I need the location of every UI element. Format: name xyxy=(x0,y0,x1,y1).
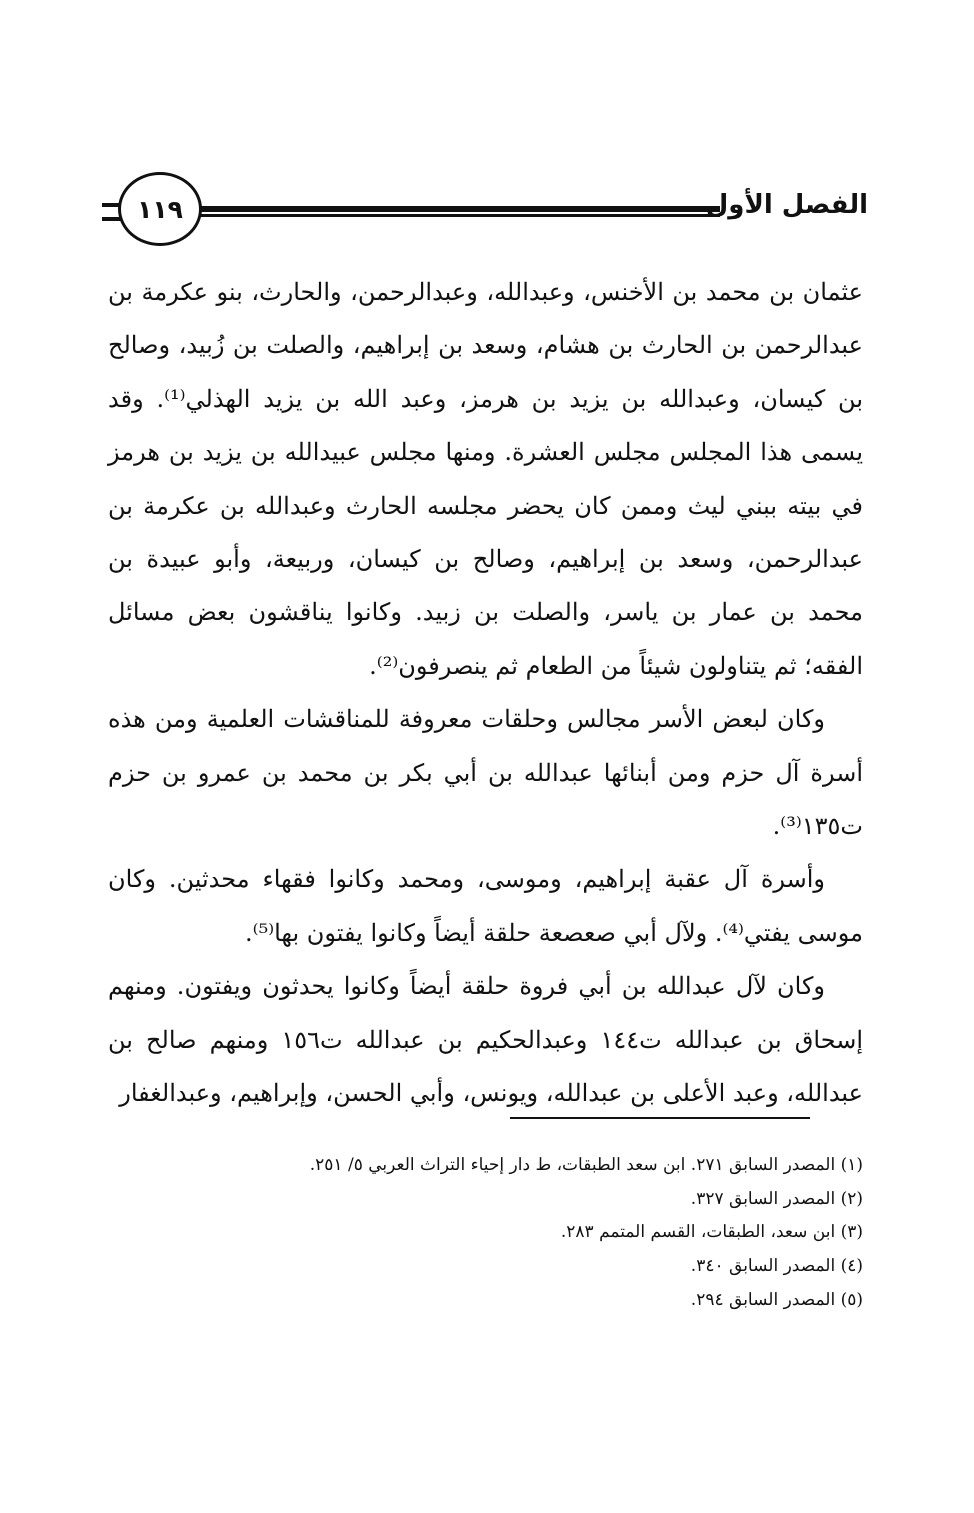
paragraph: عثمان بن محمد بن الأخنس، وعبدالله، وعبدالرحمن، والحارث، بنو عكرمة بن عبدالرحمن بن الحارث بن هشام، وسعد بن إبراهيم، والصلت بن زُبيد، وصالح بن كيسان، وعبدالله بن يزيد بن هرمز، وعبد الله بن يزيد الهذلي⁽¹⁾. وقد يسمى هذا المجلس مجلس العشرة. ومنها مجلس عبيدالله بن يزيد بن هرمز في بيته ببني ليث وممن كان يحضر مجلسه الحارث وعبدالله بن عكرمة بن عبدالرحمن، وسعد بن إبراهيم، وصالح بن كيسان، وربيعة، وأبو عبيدة بن محمد بن عمار بن ياسر، والصلت بن زبيد. وكانوا يناقشون بعض مسائل الفقه؛ ثم يتناولون شيئاً من الطعام ثم ينصرفون⁽²⁾. xyxy=(108,278,863,680)
page-number: ١١٩ xyxy=(118,172,202,246)
paragraph: وكان لبعض الأسر مجالس وحلقات معروفة للمناقشات العلمية ومن هذه أسرة آل حزم ومن أبنائها عبدالله بن أبي بكر بن محمد بن عمرو بن حزم ت١٣٥⁽³⁾. xyxy=(108,705,863,841)
footnote-separator xyxy=(510,1117,810,1119)
footnote: (١) المصدر السابق ٢٧١. ابن سعد الطبقات، ط دار إحياء التراث العربي ٥/ ٢٥١. xyxy=(309,1155,863,1175)
paragraph: وكان لآل عبدالله بن أبي فروة حلقة أيضاً وكانوا يحدثون ويفتون. ومنهم إسحاق بن عبدالله ت١٤٤ وعبدالحكيم بن عبدالله ت١٥٦ ومنهم صالح بن عبدالله، وعبد الأعلى بن عبدالله، ويونس، وأبي الحسن، وإبراهيم، وعبدالغفار xyxy=(108,972,863,1108)
page-header xyxy=(108,172,868,252)
header-rule xyxy=(190,206,720,217)
footnote: (٢) المصدر السابق ٣٢٧. xyxy=(690,1188,863,1209)
chapter-title: الفصل الأول xyxy=(705,190,868,220)
footnote: (٤) المصدر السابق ٣٤٠. xyxy=(690,1256,863,1277)
footnote: (٥) المصدر السابق ٢٩٤. xyxy=(690,1289,863,1310)
paragraph: وأسرة آل عقبة إبراهيم، وموسى، ومحمد وكانوا فقهاء محدثين. وكان موسى يفتي⁽⁴⁾. ولآل أبي صعصعة حلقة أيضاً وكانوا يفتون بها⁽⁵⁾. xyxy=(108,865,863,947)
footnotes xyxy=(163,1149,863,1318)
footnote: (٣) ابن سعد، الطبقات، القسم المتمم ٢٨٣. xyxy=(560,1222,863,1243)
main-text xyxy=(108,266,863,1121)
